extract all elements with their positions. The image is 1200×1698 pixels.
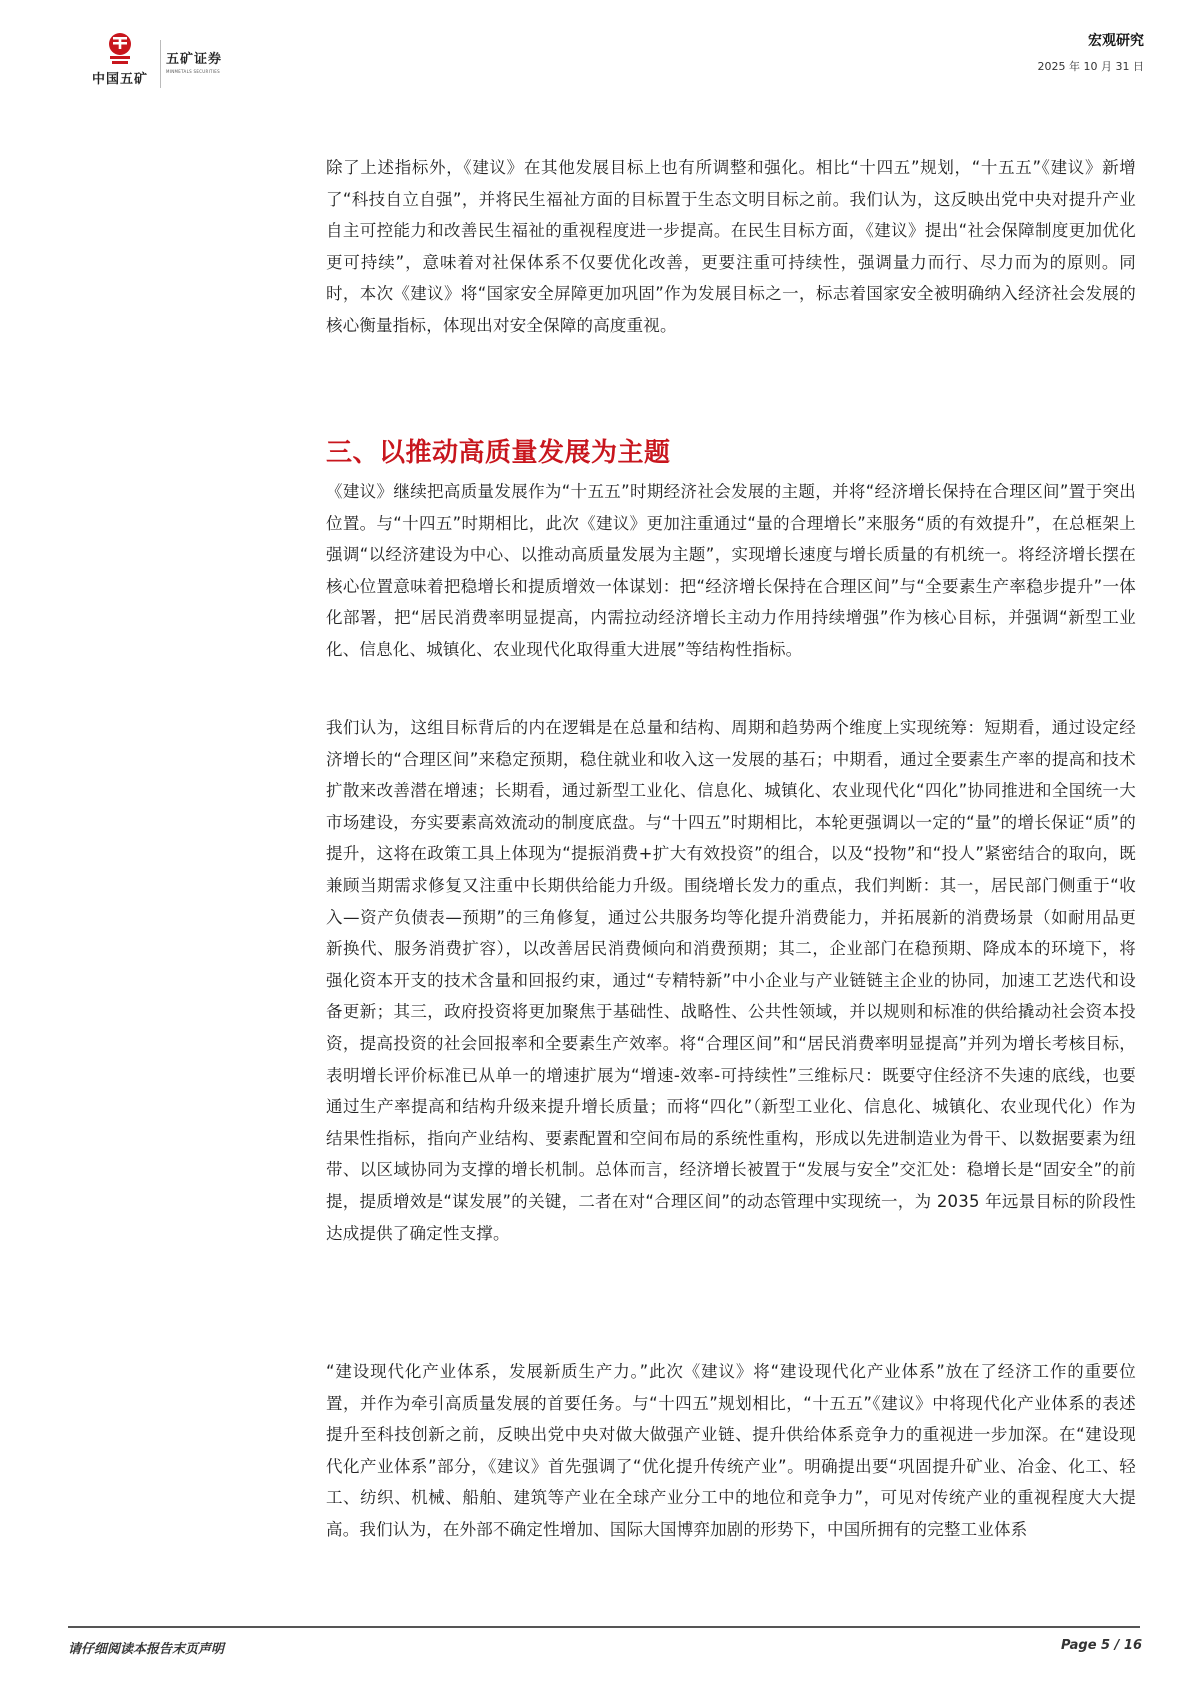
minmetals-emblem-icon [104,32,136,66]
logo-left-text: 中国五矿 [91,72,148,87]
paragraph-4: “建设现代化产业体系，发展新质生产力。”此次《建议》将“建设现代化产业体系”放在了经济工作的重要位置，并作为牵引高质量发展的首要任务。与“十四五”规划相比，“十五五”《建议》中将现代化产业体系的表述提升至科技创新之前，反映出党中央对做大做强产业链、提升供给体系竞争力的重视进一步加深。在“建设现代化产业体系”部分，《建议》首先强调了“优化提升传统产业”。明确提出要“巩固提升矿业、冶金、化工、轻工、纺织、机械、船舶、建筑等产业在全球产业分工中的地位和竞争力”，可见对传统产业的重视程度大大提高。我们认为，在外部不确定性增加、国际大国博弈加剧的形势下，中国所拥有的完整工业体系 [326,1362,1136,1539]
paragraph-2: 《建议》继续把高质量发展作为“十五五”时期经济社会发展的主题，并将“经济增长保持在合理区间”置于突出位置。与“十四五”时期相比，此次《建议》更加注重通过“量的合理增长”来服务“质的有效提升”，在总框架上强调“以经济建设为中心、以推动高质量发展为主题”，实现增长速度与增长质量的有机统一。将经济增长摆在核心位置意味着把稳增长和提质增效一体谋划：把“经济增长保持在合理区间”与“全要素生产率稳步提升”一体化部署，把“居民消费率明显提高，内需拉动经济增长主动力作用持续增强”作为核心目标，并强调“新型工业化、信息化、城镇化、农业现代化取得重大进展”等结构性指标。 [326,482,1136,659]
logo-right-en: MINMETALS SECURITIES [166,69,220,74]
paragraph-3: 我们认为，这组目标背后的内在逻辑是在总量和结构、周期和趋势两个维度上实现统筹：短期看，通过设定经济增长的“合理区间”来稳定预期，稳住就业和收入这一发展的基石；中期看，通过全要素生产率的提高和技术扩散来改善潜在增速；长期看，通过新型工业化、信息化、城镇化、农业现代化“四化”协同推进和全国统一大市场建设，夯实要素高效流动的制度底盘。与“十四五”时期相比，本轮更强调以一定的“量”的增长保证“质”的提升，这将在政策工具上体现为“提振消费+扩大有效投资”的组合，以及“投物”和“投人”紧密结合的取向，既兼顾当期需求修复又注重中长期供给能力升级。围绕增长发力的重点，我们判断：其一，居民部门侧重于“收入—资产负债表—预期”的三角修复，通过公共服务均等化提升消费能力，并拓展新的消费场景（如耐用品更新换代、服务消费扩容），以改善居民消费倾向和消费预期；其二，企业部门在稳预期、降成本的环境下，将强化资本开支的技术含量和回报约束，通过“专精特新”中小企业与产业链链主企业的协同，加速工艺迭代和设备更新；其三，政府投资将更加聚焦于基础性、战略性、公共性领域，并以规则和标准的供给撬动社会资本投资，提高投资的社会回报率和全要素生产效率。将“合理区间”和“居民消费率明显提高”并列为增长考核目标，表明增长评价标准已从单一的增速扩展为“增速-效率-可持续性”三维标尺：既要守住经济不失速的底线，也要通过生产率提高和结构升级来提升增长质量；而将“四化”（新型工业化、信息化、城镇化、农业现代化）作为结果性指标，指向产业结构、要素配置和空间布局的系统性重构，形成以先进制造业为骨干、以数据要素为纽带、以区域协同为支撑的增长机制。总体而言，经济增长被置于“发展与安全”交汇处：稳增长是“固安全”的前提，提质增效是“谋发展”的关键，二者在对“合理区间”的动态管理中实现统一，为 2035 年远景目标的阶段性达成提供了确定性支撑。 [326,718,1136,1243]
page-header [0,0,1200,110]
logo-right-cn: 五矿证券 [166,52,223,67]
paragraph-gap [326,1342,1136,1356]
footer-disclaimer: 请仔细阅读本报告末页声明 [68,1642,225,1657]
footer-divider [68,1626,1140,1628]
page-number: Page 5 / 16 [1060,1638,1142,1653]
minmetals-securities-logo [166,48,222,74]
doc-date: 2025 年 10 月 31 日 [1037,60,1144,73]
doc-type-label: 宏观研究 [1088,33,1144,49]
logo-divider [160,40,161,88]
paragraph-gap [326,698,1136,712]
report-body [326,152,1136,1578]
paragraph-1: 除了上述指标外，《建议》在其他发展目标上也有所调整和强化。相比“十四五”规划，“十五五”《建议》新增了“科技自立自强”，并将民生福祉方面的目标置于生态文明目标之前。我们认为，这反映出党中央对提升产业自主可控能力和改善民生福祉的重视程度进一步提高。在民生目标方面，《建议》提出“社会保障制度更加优化更可持续”，意味着对社保体系不仅要优化改善，更要注重可持续性，强调量力而行、尽力而为的原则。同时，本次《建议》将“国家安全屏障更加巩固”作为发展目标之一，标志着国家安全被明确纳入经济社会发展的核心衡量指标，体现出对安全保障的高度重视。 [326,158,1136,335]
section-title: 三、以推动高质量发展为主题 [326,438,671,468]
china-minmetals-logo [80,32,160,92]
